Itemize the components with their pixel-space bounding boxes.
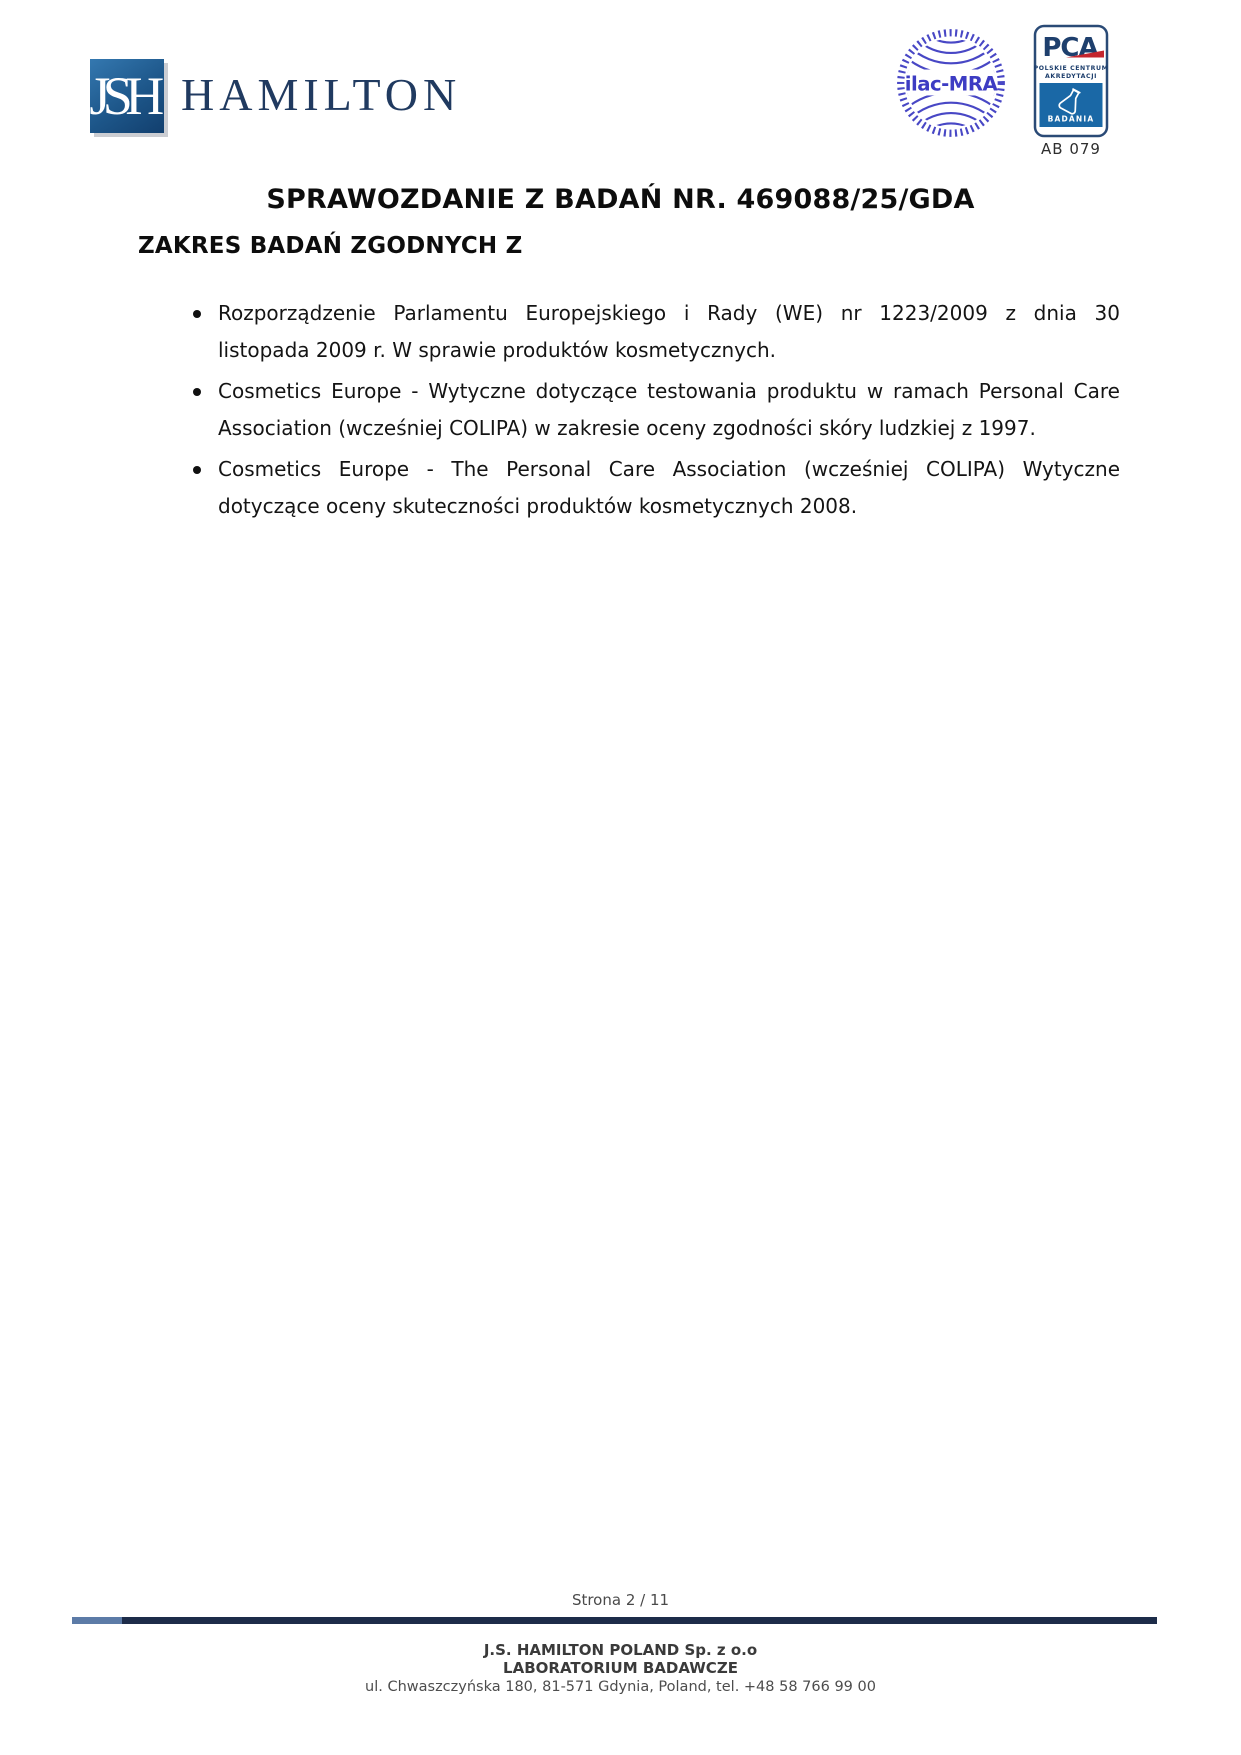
bullet-line: Cosmetics Europe - The Personal Care Association (wcześniej COLIPA) Wytyczne xyxy=(218,457,1120,481)
accreditation-number: AB 079 xyxy=(1041,140,1101,158)
ilac-mra-seal-icon xyxy=(894,26,1008,140)
jsh-logo xyxy=(90,59,164,133)
bullet-line: Cosmetics Europe - Wytyczne dotyczące testowania produktu w ramach Personal Care xyxy=(218,379,1120,403)
bullet-line: Association (wcześniej COLIPA) w zakresie oceny zgodności skóry ludzkiej z 1997. xyxy=(218,416,1036,440)
pca-badge-icon xyxy=(1033,24,1109,138)
bullet-line: Rozporządzenie Parlamentu Europejskiego i Rady (WE) nr 1223/2009 z dnia 30 xyxy=(218,301,1120,325)
list-item xyxy=(190,295,1120,369)
pca-panel-label: BADANIA xyxy=(1047,114,1095,124)
footer-company-block xyxy=(0,1641,1241,1696)
bullet-line: dotyczące oceny skuteczności produktów kosmetycznych 2008. xyxy=(218,494,858,518)
pca-org-line2: AKREDYTACJI xyxy=(1044,73,1098,80)
company-address: ul. Chwaszczyńska 180, 81-571 Gdynia, Poland, tel. +48 58 766 99 00 xyxy=(365,1679,876,1695)
section-heading: ZAKRES BADAŃ ZGODNYCH Z xyxy=(138,233,523,259)
list-item xyxy=(190,373,1120,447)
jsh-logo-mark: JSH xyxy=(89,66,157,126)
bullet-line: listopada 2009 r. W sprawie produktów kosmetycznych. xyxy=(218,338,777,362)
scope-list xyxy=(190,295,1120,529)
page-indicator: Strona 2 / 11 xyxy=(571,1591,670,1609)
ilac-mra-label: ilac-MRA xyxy=(904,72,998,96)
list-item xyxy=(190,451,1120,525)
bullet-icon xyxy=(193,310,201,318)
footer-divider xyxy=(72,1617,1157,1624)
company-department: LABORATORIUM BADAWCZE xyxy=(503,1659,738,1677)
pca-org-line1: POLSKIE CENTRUM xyxy=(1033,65,1109,72)
footer-divider-accent xyxy=(72,1617,122,1624)
report-title: SPRAWOZDANIE Z BADAŃ NR. 469088/25/GDA xyxy=(266,184,975,215)
company-name: J.S. HAMILTON POLAND Sp. z o.o xyxy=(483,1641,758,1659)
bullet-icon xyxy=(193,388,201,396)
brand-wordmark: HAMILTON xyxy=(181,69,462,120)
pca-acronym: PCA xyxy=(1042,33,1098,63)
bullet-icon xyxy=(193,466,201,474)
